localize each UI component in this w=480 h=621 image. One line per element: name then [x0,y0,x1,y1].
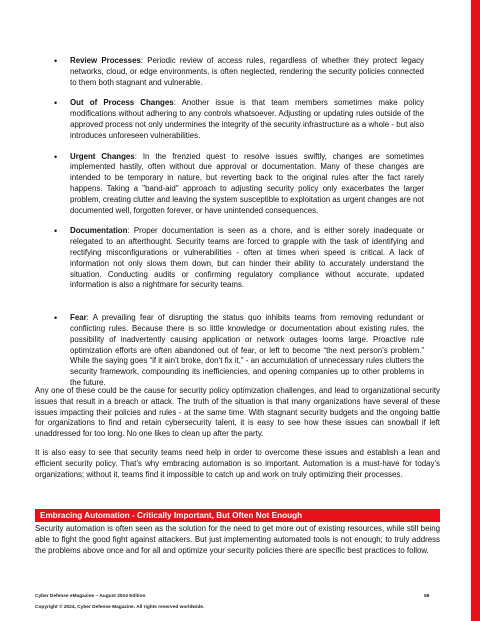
bullet-review-processes [50,56,424,88]
bullet-title: Out of Process Changes [70,98,174,108]
bullet-text: : A prevailing fear of disrupting the status quo inhibits teams from removing redundant or conflicting rules. Because there is so little knowledge or documentation about existing rules, the possibility of inadvertently causing application or network outages looms large. Proactive rule optimization efforts are often abandoned out of fear, or left to become “the next person’s problem.” While the saying goes “if it ain’t broke, don’t fix it,” - an accumulation of unnecessary rules clutters the security framework, compounding its inefficiencies, and opening companies up to other problems in the future. [70,313,424,387]
bullet-text: : In the frenzied quest to resolve issues swiftly, changes are sometimes implemented hastily, often without due approval or documentation. Many of these changes are intended to be temporary in nature, but reverting back to the original rules after the fact rarely happens. Taking a "band-aid" approach to adjusting security policy only exacerbates the larger problem, creating clutter and leaving the system susceptible to exploitation as urgent changes are not documented well, forgotten forever, or have unintended consequences. [70,151,424,215]
issues-bullet-list [50,56,424,399]
bullet-dot-icon: • [54,226,58,237]
footer-edition: Cyber Defense eMagazine – August 2024 Edition [35,594,146,599]
body-paragraph: Any one of these could be the cause for security policy optimization challenges, and lead to organizational security issues that result in a breach or attack. The truth of the situation is that many organizations have several of these issues impacting their policies and rules - at the same time. With stagnant security budgets and the ongoing battle for organizations to find and retain cybersecurity talent, it is easy to see how these issues can snowball if left unaddressed for too long. No one likes to clean up after the party. [35,386,440,439]
bullet-dot-icon: • [54,56,58,66]
bullet-title: Urgent Changes [70,151,135,161]
bullet-title: Fear [70,313,87,323]
page-edge-accent-bar [471,0,480,621]
bullet-documentation [50,226,424,291]
bullet-title: Review Processes [70,56,141,65]
body-paragraph: It is also easy to see that security teams need help in order to overcome these issues and establish a lean and efficient security policy. That’s why embracing automation is so important. Automation is a must-have for today’s organizations; without it, teams find it impossible to catch up and work on truly optimizing their processes. [35,448,440,479]
bullet-fear [50,313,424,389]
bullet-dot-icon: • [54,151,58,162]
bullet-title: Documentation [70,226,128,236]
bullet-text: : Periodic review of access rules, regardless of whether they protect legacy networks, cloud, or edge environments, is often neglected, rendering the security policies connected to them both stagnant and vulnerable. [70,56,425,87]
bullet-text: : Another issue is that team members sometimes make policy modifications without adhering to any controls whatsoever. Adjusting or updating rules outside of the approved process not only undermines the integrity of the security infrastructure as a whole - but also introduces unforeseen vulnerabilities. [70,98,424,140]
bullet-dot-icon: • [54,98,58,109]
footer-copyright: Copyright © 2024, Cyber Defense Magazine. All rights reserved worldwide. [35,605,205,610]
bullet-text: : Proper documentation is seen as a chore, and is either sorely inadequate or relegated to an afterthought. Security teams are forced to grapple with the task of identifying and rectifying misconfigurations or vulnerabilities - often at times when speed is critical. A lack of information not only slows them down, but can hinder their ability to accurately understand the situation. Conducting audits or confirming regulatory compliance without accurate, updated information is also a nightmare for security teams. [70,226,424,290]
section-paragraph: Security automation is often seen as the solution for the need to get more out of existing resources, while still being able to fight the good fight against attackers. But just implementing automated tools is not enough; to truly address the problems above once and for all and optimize your security policies there are specific best practices to follow. [35,524,440,555]
page-number: 58 [424,594,430,599]
bullet-urgent-changes [50,152,424,217]
bullet-out-of-process-changes [50,98,424,141]
section-heading: Embracing Automation - Critically Important, But Often Not Enough [35,509,440,522]
bullet-dot-icon: • [54,313,58,324]
